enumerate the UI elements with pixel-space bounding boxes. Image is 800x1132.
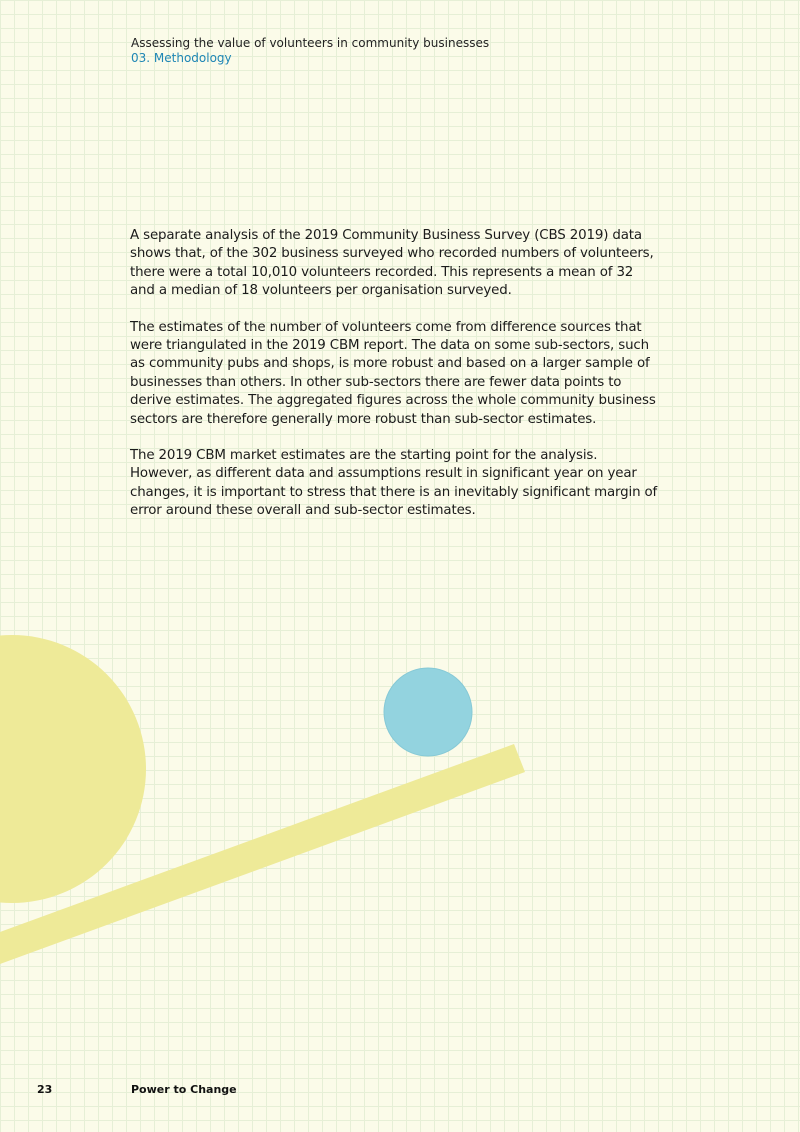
paragraph: A separate analysis of the 2019 Community Business Survey (CBS 2019) data shows that, of the 302 business surveyed who recorded numbers of volunteers, there were a total 10,010 volunteers recorded. This represents a mean of 32 and a median of 18 volunteers per organisation surveyed. bbox=[130, 228, 654, 299]
footer-organisation: Power to Change bbox=[131, 1083, 237, 1096]
paragraph: The 2019 CBM market estimates are the starting point for the analysis. However, as different data and assumptions result in significant year on year changes, it is important to stress that there is an inevitably significant margin of error around these overall and sub-sector estimates. bbox=[130, 448, 658, 519]
yellow-circle bbox=[0, 635, 146, 903]
document-title: Assessing the value of volunteers in community businesses bbox=[131, 36, 490, 50]
paragraph: The estimates of the number of volunteers come from difference sources that were triangulated in the 2019 CBM report. The data on some sub-sectors, such as community pubs and shops, is more robust and based on a larger sample of businesses than others. In other sub-sectors there are fewer data points to derive estimates. The aggregated figures across the whole community business sectors are therefore generally more robust than sub-sector estimates. bbox=[130, 319, 656, 427]
section-label: 03. Methodology bbox=[131, 51, 232, 65]
running-header bbox=[131, 36, 489, 66]
yellow-bar bbox=[0, 744, 525, 964]
body-text bbox=[130, 227, 660, 539]
page-number: 23 bbox=[37, 1083, 53, 1096]
blue-circle bbox=[384, 668, 472, 756]
